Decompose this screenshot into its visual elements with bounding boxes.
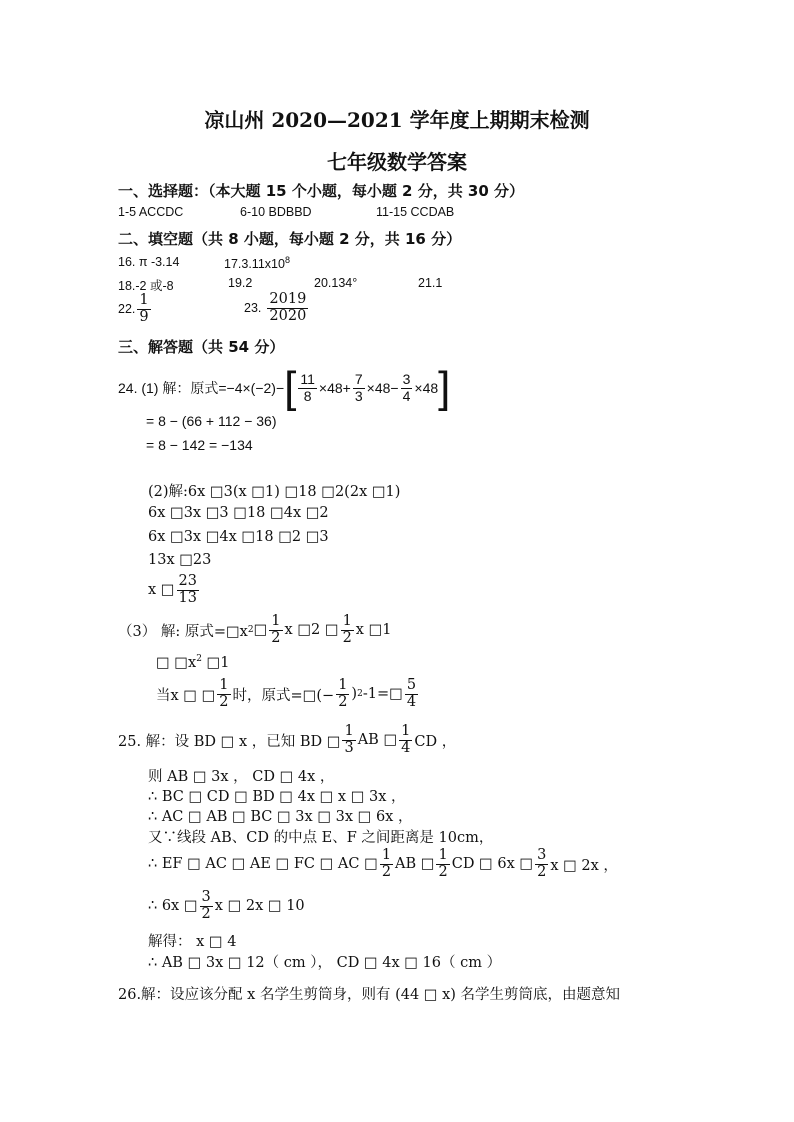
section-heading-fill: 二、填空题（共 8 小题，每小题 2 分，共 16 分） (118, 230, 462, 248)
answer-6-10: 6-10 BDBBD (240, 205, 312, 219)
q24-part2-line5: x □ $\frac{23}{13}$ (148, 573, 197, 606)
section-heading-solve: 三、解答题（共 54 分） (118, 338, 285, 356)
answer-18: 18.-2 或-8 (118, 279, 174, 293)
section-heading-choice: 一、选择题：（本大题 15 个小题，每小题 2 分，共 30 分） (118, 182, 525, 200)
q25-line5: 又∵线段 AB、CD 的中点 E、F 之间距离是 10cm， (148, 830, 494, 846)
q24-part2-line3: 6x □3x □4x □18 □2 □3 (148, 529, 329, 545)
q25-line1: 25. 解：设 BD □ x ，已知 BD □ $\frac{1}{3}$ AB □ $\frac{1}{4}$ CD ， (118, 723, 457, 756)
q24-part1-line3: = 8 − 142 = −134 (146, 437, 253, 453)
answer-17: $17.3.11x10^8$ (224, 255, 290, 272)
answer-20: 20.134° (314, 276, 358, 290)
q24-part2-line4: 13x □23 (148, 552, 212, 568)
q24-part2-line1: (2)解:6x □3(x □1) □18 □2(2x □1) (148, 484, 401, 500)
q24-part3-line1: （3） 解: 原式=□x 2 □ $\frac{1}{2}$ x □2 □ $\frac{1}{2}$ x □1 (118, 613, 392, 646)
answer-16: 16. π -3.14 (118, 255, 180, 269)
q25-line4: ∴ AC □ AB □ BC □ 3x □ 3x □ 6x ， (148, 809, 413, 825)
q25-line3: ∴ BC □ CD □ BD □ 4x □ x □ 3x ， (148, 789, 406, 805)
q24-part3-line2: □ $□x^2$ □1 (156, 654, 230, 671)
q25-line7: ∴ 6x □ $\frac{3}{2}$ x □ 2x □ 10 (148, 889, 305, 922)
q25-line2: 则 AB □ 3x ， CD □ 4x ， (148, 769, 335, 785)
q24-part2-line2: 6x □3x □3 □18 □4x □2 (148, 505, 329, 521)
answer-1-5: 1-5 ACCDC (118, 205, 184, 219)
q24-part3-line3: 当x □ □ $\frac{1}{2}$ 时，原式=□(− $\frac{1}{2}$ ) 2 -1=□ $\frac{5}{4}$ (156, 677, 417, 710)
answer-22: 22. $\frac{1}{9}$ (118, 292, 149, 325)
answer-11-15: 11-15 CCDAB (376, 205, 455, 219)
answer-19: 19.2 (228, 276, 253, 290)
q25-line9: ∴ AB □ 3x □ 12（ cm ）， CD □ 4x □ 16（ cm ） (148, 955, 502, 971)
page-title: 凉山州 2020—2021 学年度上期期末检测 (204, 108, 590, 132)
q24-part1-line1: 24. (1) 解：原式=−4×(−2)− [ $\frac{11}{8}$ ×48+ $\frac{7}{3}$ ×48− $\frac{3}{4}$ ×48 ] (118, 363, 451, 412)
q25-line6: ∴ EF □ AC □ AE □ FC □ AC □ $\frac{1}{2}$ AB □ $\frac{1}{2}$ CD □ 6x □ $\frac{3}{2}$ x □ 2x ， (148, 847, 618, 880)
q26-line1: 26.解：设应该分配 x 名学生剪筒身，则有 (44 □ x) 名学生剪筒底，由题意知 (118, 987, 621, 1003)
q24-part1-line2: = 8 − (66 + 112 − 36) (146, 413, 277, 429)
answer-23: 23. $\frac{2019}{2020}$ (244, 291, 307, 324)
answer-21: 21.1 (418, 276, 443, 290)
q25-line8: 解得： x □ 4 (148, 934, 237, 950)
page-subtitle: 七年级数学答案 (327, 150, 467, 174)
